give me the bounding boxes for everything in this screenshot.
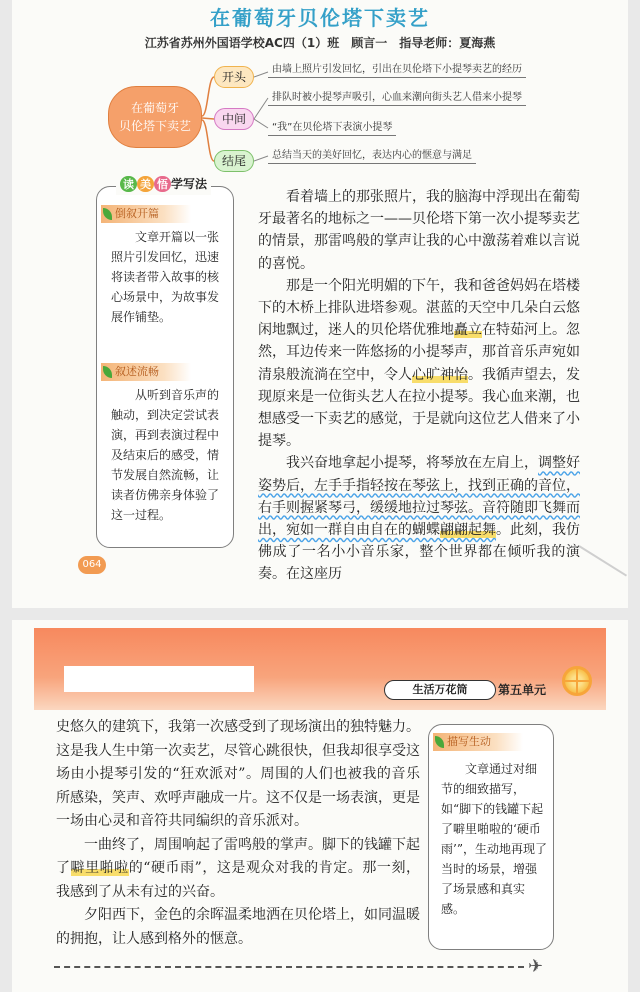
- paragraph: [56, 834, 420, 905]
- text-run: 。我循声望去，发现原来是一位街头艺人在拉小提琴。我心血来潮，也想感受一下卖艺的感觉，于是就向这位艺人借来了小提琴。: [258, 366, 580, 450]
- page-number: 064: [78, 556, 106, 574]
- mindmap-branch-middle: 中间: [214, 108, 254, 130]
- paragraph: 看着墙上的那张照片，我的脑海中浮现出在葡萄牙最著名的地标之一——贝伦塔下第一次小提琴卖艺的情景，那雷鸣般的掌声让我的心中激荡着难以言说的喜悦。: [258, 189, 580, 272]
- leaf-icon: [103, 366, 112, 378]
- paragraph: [258, 275, 580, 453]
- dashed-divider: [54, 966, 524, 968]
- text-run: 那是一个阳光明媚的下午，我和爸爸妈妈在塔楼下的木桥上排队进塔参观。湛蓝的天空中几朵白云悠闲地飘过，迷人的贝伦塔优雅地: [258, 277, 580, 339]
- page-fold-mark: [578, 545, 627, 576]
- heading-tag: 美: [137, 176, 154, 192]
- mindmap-root-line1: 在葡萄牙: [130, 101, 179, 115]
- writing-tips-sidebar-2: [428, 724, 554, 950]
- mindmap-leaf: “我”在贝伦塔下表演小提琴: [268, 118, 396, 136]
- tip-title: [101, 205, 191, 223]
- mindmap-branch-start: 开头: [214, 66, 254, 88]
- mindmap-branch-end: 结尾: [214, 150, 254, 172]
- text-run: 一曲终了，周围响起了雷鸣般的掌声。脚下的钱罐下起了: [56, 836, 420, 876]
- unit-tag: 生活万花筒: [384, 680, 496, 700]
- article-body-bottom: [56, 716, 420, 951]
- sidebar-heading: [116, 175, 211, 195]
- highlight: 矗立: [454, 322, 482, 339]
- paragraph: 夕阳西下，金色的余晖温柔地洒在贝伦塔上，如同温暖的拥抱，让人感到格外的惬意。: [56, 907, 420, 947]
- mindmap-leaf: 由墙上照片引发回忆，引出在贝伦塔下小提琴卖艺的经历: [268, 60, 526, 78]
- wheel-icon: [562, 666, 592, 696]
- paragraph: 史悠久的建筑下，我第一次感受到了现场演出的独特魅力。这是我人生中第一次卖艺，尽管心跳很快，但我却很享受这场由小提琴引发的“狂欢派对”。周围的人们也被我的音乐所感染，笑声、欢呼声融成一片。这不仅是一场表演，更是一场由心灵和音符共同编织的音乐派对。: [56, 719, 420, 829]
- page-bottom: [12, 620, 628, 992]
- tip-title-text: 倒叙开篇: [115, 207, 159, 220]
- text-run: 在特茹河上。忽然，耳边传来一阵悠扬的小提琴声，那首音乐声宛如清泉般流淌在空中，令人: [258, 322, 580, 383]
- heading-tag: 读: [120, 176, 137, 192]
- mindmap-root: [108, 86, 202, 148]
- tip-title-text: 描写生动: [447, 735, 491, 748]
- mindmap-root-line2: 贝伦塔下卖艺: [118, 119, 191, 133]
- byline: 江苏省苏州外国语学校AC四（1）班 顾言一 指导老师：夏海燕: [144, 36, 496, 50]
- heading-tag: 悟: [154, 176, 171, 192]
- page-top: [12, 0, 628, 608]
- unit-banner: [34, 628, 606, 710]
- leaf-icon: [435, 736, 444, 748]
- tip-title: [433, 733, 523, 751]
- banner-blank: [64, 666, 254, 692]
- leaf-icon: [103, 208, 112, 220]
- mindmap-leaf: 排队时被小提琴声吸引，心血来潮向街头艺人借来小提琴: [268, 88, 526, 106]
- text-run: 我兴奋地拿起小提琴，将琴放在左肩上，: [286, 455, 538, 472]
- wavy-underline: 调整好姿势后，左手手指轻按在琴弦上，找到正确的音位，右手则握紧琴弓，缓缓地拉过琴弦。音符随即飞舞而出，宛如一群自由自在的蝴蝶: [258, 455, 580, 539]
- highlight: 心旷神怡: [412, 366, 468, 383]
- text-run: 的“硬币雨”，这是观众对我的肯定。那一刻，我感到了从未有过的兴奋。: [56, 860, 420, 900]
- heading-text: 学写法: [171, 177, 208, 191]
- highlight: 翩翩起舞: [440, 522, 496, 539]
- tip-title: [101, 363, 191, 381]
- tip-body: 文章通过对细节的细致描写，如“脚下的钱罐下起了噼里啪啦的‘硬币雨’”，生动地再现了当时的场景，增强了场景感和真实感。: [441, 762, 547, 916]
- airplane-icon: ✈: [528, 956, 544, 977]
- mindmap-leaf: 总结当天的美好回忆，表达内心的惬意与满足: [268, 146, 476, 164]
- tip-body: 文章开篇以一张照片引发回忆，迅速将读者带入故事的核心场景中，为故事发展作铺垫。: [111, 230, 220, 324]
- article-body-top: [258, 186, 580, 586]
- paragraph: [258, 452, 580, 585]
- tip-title-text: 叙述流畅: [115, 365, 159, 378]
- writing-tips-sidebar: [96, 186, 234, 548]
- text-run: 。此刻，我仿佛成了一名小小音乐家，整个世界都在倾听我的演奏。在这座历: [258, 522, 580, 583]
- article-title: 在葡萄牙贝伦塔下卖艺: [210, 6, 430, 30]
- tip-body: 从听到音乐声的触动，到决定尝试表演，再到表演过程中及结束后的感受，情节发展自然流畅，让读者仿佛亲身体验了这一过程。: [111, 388, 220, 522]
- highlight: 噼里啪啦: [70, 860, 129, 876]
- unit-name: 第五单元: [498, 683, 547, 697]
